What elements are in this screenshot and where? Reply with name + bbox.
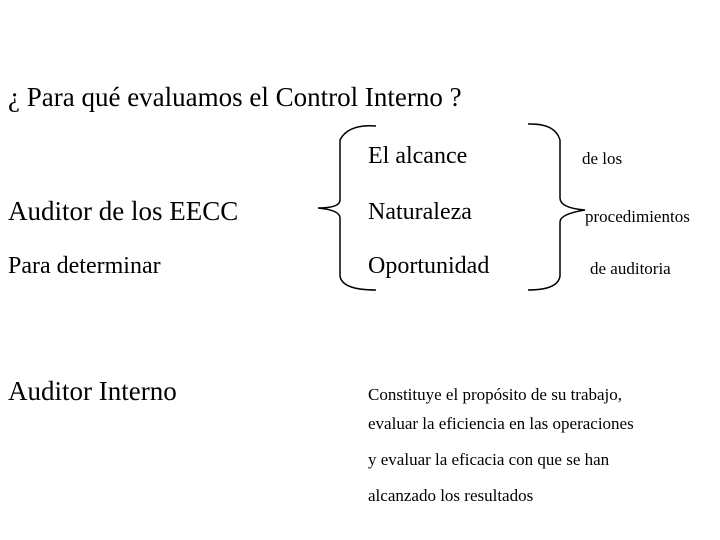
internal-auditor-description-line: evaluar la eficiencia en las operaciones xyxy=(368,414,634,433)
internal-auditor-description-line: y evaluar la eficacia con que se han xyxy=(368,450,610,469)
internal-auditor-description-line: Constituye el propósito de su trabajo, xyxy=(368,385,623,404)
right-brace xyxy=(528,124,585,290)
phrase-de-los: de los xyxy=(582,149,623,168)
external-auditor-label: Auditor de los EECC xyxy=(8,196,239,226)
phrase-de-auditoria: de auditoria xyxy=(590,259,671,278)
aspect-timing: Oportunidad xyxy=(368,253,490,279)
internal-auditor-description-line: alcanzado los resultados xyxy=(368,486,534,505)
aspect-nature: Naturaleza xyxy=(368,199,472,225)
internal-auditor-label: Auditor Interno xyxy=(8,376,177,406)
aspect-scope: El alcance xyxy=(368,143,468,169)
phrase-procedimientos: procedimientos xyxy=(585,207,690,226)
slide-title: ¿ Para qué evaluamos el Control Interno ? xyxy=(8,82,462,112)
external-auditor-purpose: Para determinar xyxy=(8,253,161,279)
